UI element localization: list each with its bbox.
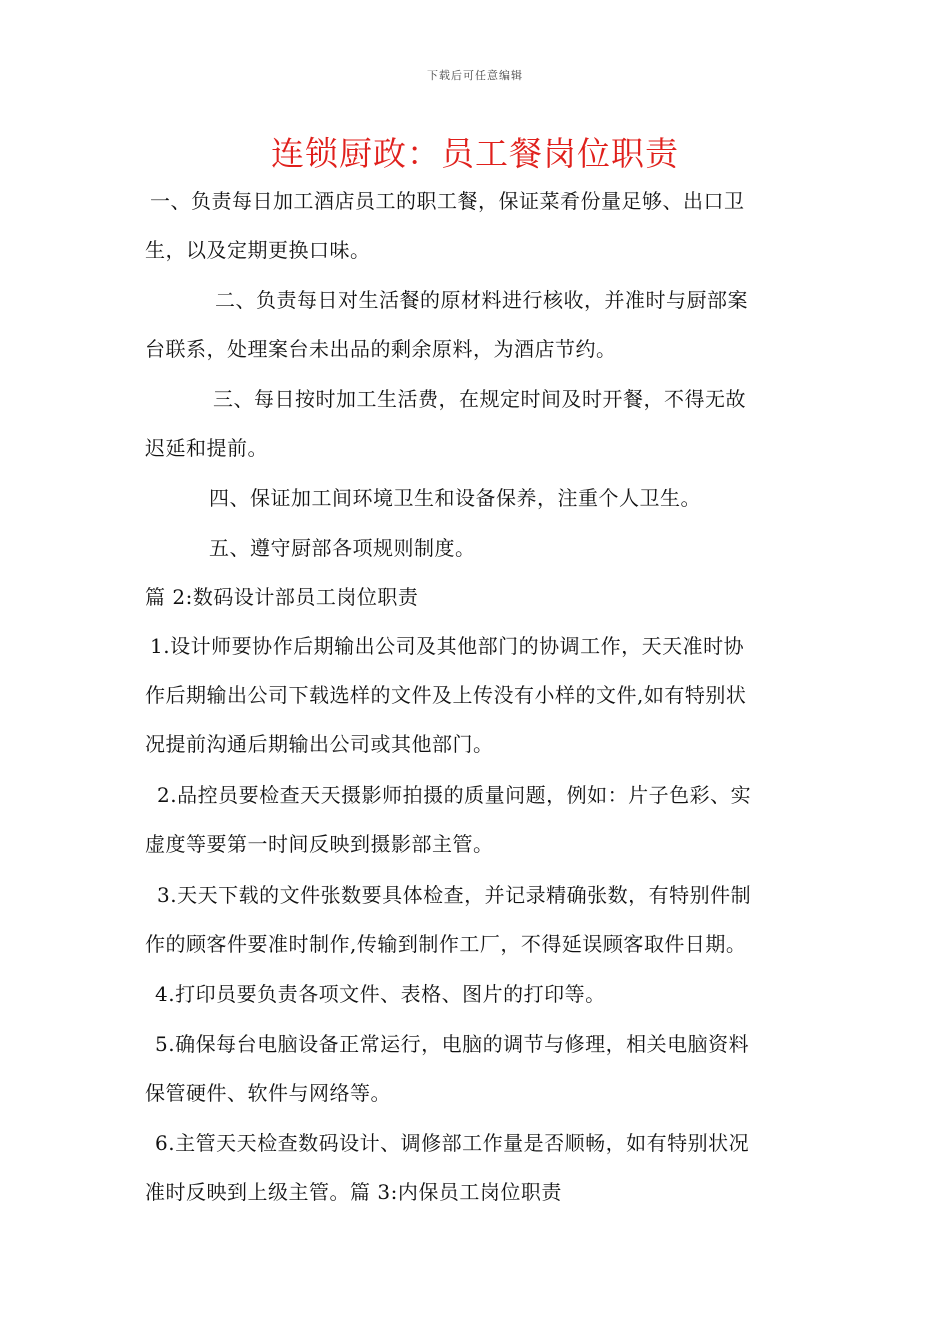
item-5-line-1: 5.确保每台电脑设备正常运行，电脑的调节与修理，相关电脑资料 xyxy=(155,1032,750,1056)
paragraph-4 xyxy=(145,474,810,523)
item-4-line-1: 4.打印员要负责各项文件、表格、图片的打印等。 xyxy=(155,982,606,1006)
page-title: 连锁厨政：员工餐岗位职责 xyxy=(271,134,679,173)
item-5-line-2: 保管硬件、软件与网络等。 xyxy=(145,1081,391,1105)
section-2-heading xyxy=(145,573,810,622)
paragraph-3 xyxy=(145,375,810,473)
paragraph-2-line-2: 台联系，处理案台未出品的剩余原料，为酒店节约。 xyxy=(145,337,617,361)
paragraph-3-line-2: 迟延和提前。 xyxy=(145,436,268,460)
paragraph-1 xyxy=(145,177,810,275)
item-5 xyxy=(145,1020,810,1118)
item-2 xyxy=(145,771,810,869)
item-3-line-1: 3.天天下载的文件张数要具体检查，并记录精确张数，有特别件制 xyxy=(157,883,752,907)
section-2-heading-text: 篇 2:数码设计部员工岗位职责 xyxy=(145,585,419,609)
paragraph-5-line-1: 五、遵守厨部各项规则制度。 xyxy=(209,536,476,560)
paragraph-2-line-1: 二、负责每日对生活餐的原材料进行核收，并准时与厨部案 xyxy=(215,288,748,312)
item-2-line-2: 虚度等要第一时间反映到摄影部主管。 xyxy=(145,832,494,856)
paragraph-4-line-1: 四、保证加工间环境卫生和设备保养，注重个人卫生。 xyxy=(209,486,701,510)
item-6-line-2: 准时反映到上级主管。篇 3:内保员工岗位职责 xyxy=(145,1180,562,1204)
item-3-line-2: 作的顾客件要准时制作,传输到制作工厂，不得延误顾客取件日期。 xyxy=(145,932,747,956)
paragraph-3-line-1: 三、每日按时加工生活费，在规定时间及时开餐，不得无故 xyxy=(213,387,746,411)
paragraph-2 xyxy=(145,276,810,374)
paragraph-5 xyxy=(145,524,810,573)
item-1 xyxy=(145,622,810,769)
item-4 xyxy=(145,970,810,1019)
item-6-line-1: 6.主管天天检查数码设计、调修部工作量是否顺畅，如有特别状况 xyxy=(155,1131,750,1155)
paragraph-1-line-1: 一、负责每日加工酒店员工的职工餐，保证菜肴份量足够、出口卫 xyxy=(150,189,745,213)
item-1-line-2: 作后期输出公司下载选样的文件及上传没有小样的文件,如有特别状 xyxy=(145,683,747,707)
item-1-line-1: 1.设计师要协作后期输出公司及其他部门的协调工作，天天准时协 xyxy=(150,634,745,658)
paragraph-1-line-2: 生，以及定期更换口味。 xyxy=(145,238,371,262)
item-1-line-3: 况提前沟通后期输出公司或其他部门。 xyxy=(145,732,494,756)
item-6 xyxy=(145,1119,810,1217)
item-3 xyxy=(145,871,810,969)
item-2-line-1: 2.品控员要检查天天摄影师拍摄的质量问题，例如：片子色彩、实 xyxy=(157,783,752,807)
header-note: 下载后可任意编辑 xyxy=(427,69,523,82)
